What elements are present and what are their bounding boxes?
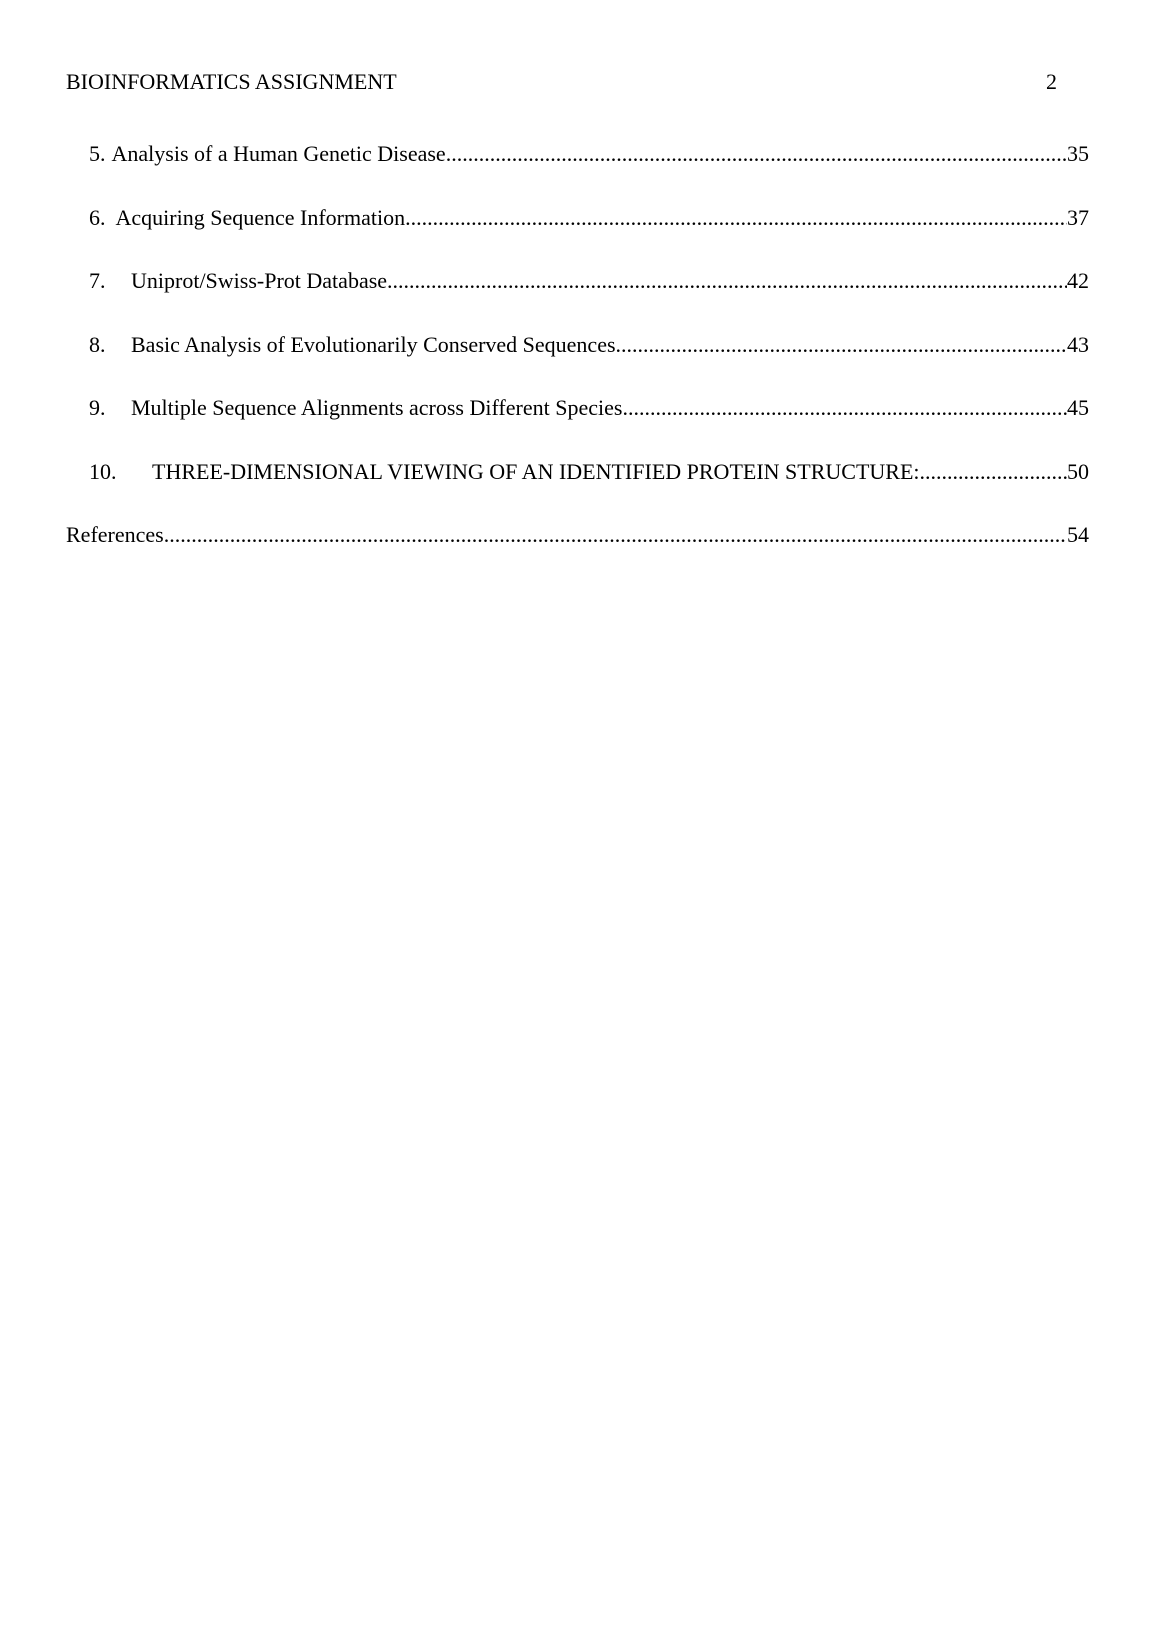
toc-entry-acquiring-sequence-information[interactable] [89, 204, 1089, 232]
toc-dot-leader [164, 521, 1067, 549]
toc-entry-number: 5. [89, 141, 106, 166]
toc-entry-title: Uniprot/Swiss-Prot Database [131, 268, 388, 293]
toc-dot-leader [622, 394, 1067, 422]
toc-entry-title: References [66, 522, 164, 547]
toc-dot-leader [387, 267, 1067, 295]
toc-entry-title: Basic Analysis of Evolutionarily Conserved Sequences [131, 332, 616, 357]
toc-entry-title: THREE-DIMENSIONAL VIEWING OF AN IDENTIFIED PROTEIN STRUCTURE: [152, 459, 920, 484]
toc-dot-leader [920, 458, 1068, 486]
toc-entry-title: Acquiring Sequence Information [115, 205, 406, 230]
toc-entry-number: 6. [89, 205, 106, 230]
toc-entry-page: 43 [1067, 332, 1089, 357]
toc-entry-page: 50 [1067, 459, 1089, 484]
toc-entry-uniprot-swiss-prot[interactable] [89, 267, 1089, 295]
toc-entry-page: 35 [1067, 141, 1089, 166]
toc-dot-leader [405, 204, 1067, 232]
toc-entry-page: 45 [1067, 395, 1089, 420]
page-number: 2 [1046, 69, 1057, 94]
running-head: BIOINFORMATICS ASSIGNMENT [66, 69, 397, 94]
toc-entry-number: 7. [89, 268, 106, 293]
toc-dot-leader [616, 331, 1067, 359]
toc-entry-title: Multiple Sequence Alignments across Different Species [131, 395, 623, 420]
toc-entry-number: 10. [89, 459, 117, 484]
toc-entry-multiple-sequence-alignments[interactable] [89, 394, 1089, 422]
toc-entry-human-genetic-disease[interactable] [89, 140, 1089, 168]
toc-entry-conserved-sequences[interactable] [89, 331, 1089, 359]
toc-entry-three-dimensional-viewing[interactable] [89, 458, 1089, 486]
toc-entry-number: 9. [89, 395, 106, 420]
toc-entry-number: 8. [89, 332, 106, 357]
toc-entry-title: Analysis of a Human Genetic Disease [111, 141, 446, 166]
toc-entry-references[interactable] [66, 521, 1089, 549]
toc-entry-page: 37 [1067, 205, 1089, 230]
toc-entry-page: 42 [1067, 268, 1089, 293]
toc-entry-page: 54 [1067, 522, 1089, 547]
toc-dot-leader [446, 140, 1067, 168]
